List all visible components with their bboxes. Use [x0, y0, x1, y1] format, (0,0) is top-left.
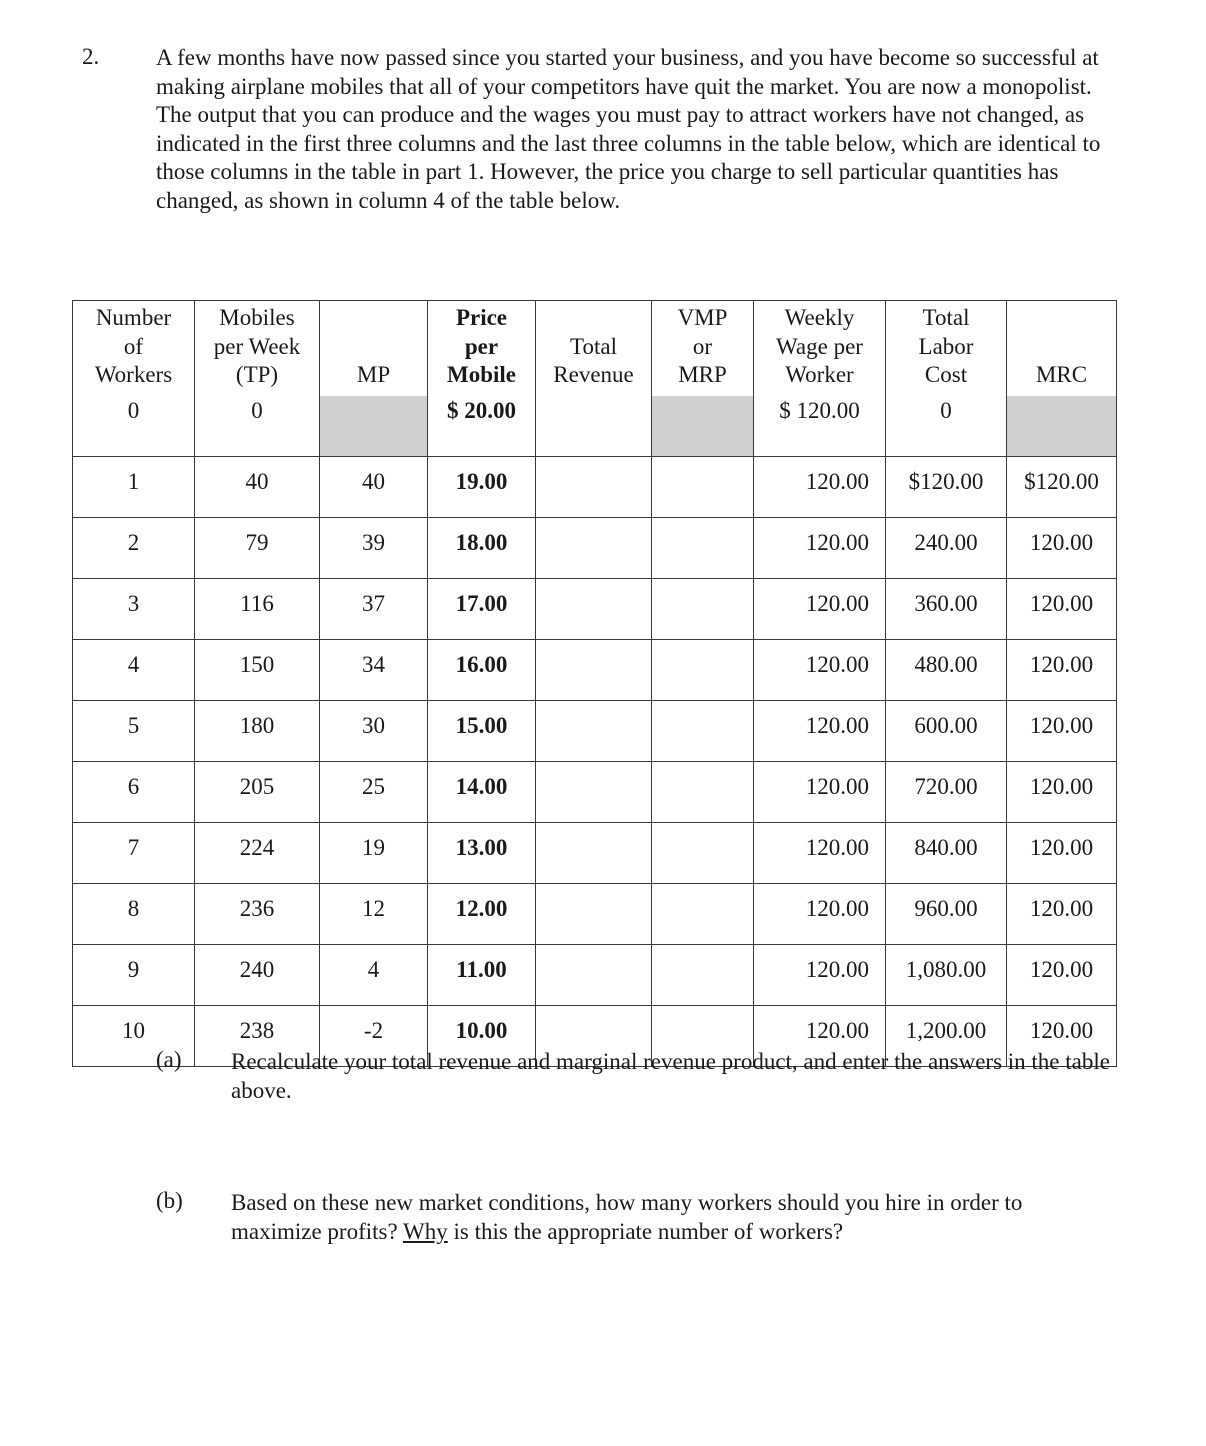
header-total-labor-cost: Total Labor Cost: [886, 301, 1007, 397]
table-row: [73, 823, 1117, 884]
table-row: [73, 945, 1117, 1006]
cell-mrc: 120.00: [1007, 945, 1117, 1006]
cell-workers: 6: [73, 762, 195, 823]
part-b-text: Based on these new market conditions, how many workers should you hire in order to maximize profits? Why is this the appropriate number of workers?: [231, 1190, 1023, 1244]
question-number: 2.: [82, 44, 100, 69]
cell-mrc: 120.00: [1007, 579, 1117, 640]
cell-price: 14.00: [428, 762, 536, 823]
cell-vmp[interactable]: [652, 762, 754, 823]
cell-tp: 0: [195, 396, 320, 457]
cell-total-revenue[interactable]: [536, 457, 652, 518]
cell-workers: 5: [73, 701, 195, 762]
cell-tp: 79: [195, 518, 320, 579]
cell-tlc: 960.00: [886, 884, 1007, 945]
cell-workers: 8: [73, 884, 195, 945]
table-row: [73, 762, 1117, 823]
cell-price: 18.00: [428, 518, 536, 579]
cell-price: 11.00: [428, 945, 536, 1006]
cell-workers: 0: [73, 396, 195, 457]
cell-price: $ 20.00: [428, 396, 536, 457]
cell-vmp[interactable]: [652, 945, 754, 1006]
header-workers: Number of Workers: [73, 301, 195, 397]
question-intro: A few months have now passed since you started your business, and you have become so successful at making airplane mobiles that all of your competitors have quit the market. You are now a monopolist. The output that you can produce and the wages you must pay to attract workers have not changed, as indicated in the first three columns and the last three columns in the table below, which are identical to those columns in the table in part 1. However, the price you charge to sell particular quantities has changed, as shown in column 4 of the table below.: [156, 45, 1101, 213]
table-row: [73, 701, 1117, 762]
cell-mrc: 120.00: [1007, 823, 1117, 884]
cell-wage: 120.00: [754, 640, 886, 701]
cell-tp: 116: [195, 579, 320, 640]
cell-wage: 120.00: [754, 579, 886, 640]
cell-vmp: [652, 396, 754, 457]
cell-tlc: 720.00: [886, 762, 1007, 823]
part-a-text: Recalculate your total revenue and marginal revenue product, and enter the answers in the table above.: [231, 1049, 1110, 1103]
cell-tp: 236: [195, 884, 320, 945]
cell-tlc: 1,200.00: [886, 1006, 1007, 1067]
cell-tp: 238: [195, 1006, 320, 1067]
cell-workers: 7: [73, 823, 195, 884]
cell-price: 12.00: [428, 884, 536, 945]
cell-mrc: [1007, 396, 1117, 457]
cell-mp: 37: [320, 579, 428, 640]
cell-wage: 120.00: [754, 518, 886, 579]
header-total-product: Mobiles per Week (TP): [195, 301, 320, 397]
cell-price: 19.00: [428, 457, 536, 518]
table-row: [73, 579, 1117, 640]
cell-tp: 240: [195, 945, 320, 1006]
cell-mp: -2: [320, 1006, 428, 1067]
cell-mrc: 120.00: [1007, 701, 1117, 762]
cell-mp: 25: [320, 762, 428, 823]
cell-vmp[interactable]: [652, 823, 754, 884]
cell-mp: 40: [320, 457, 428, 518]
cell-tlc: 0: [886, 396, 1007, 457]
cell-price: 10.00: [428, 1006, 536, 1067]
header-vmp-mrp: VMP or MRP: [652, 301, 754, 397]
part-a-label: (a): [156, 1047, 182, 1072]
cell-tp: 40: [195, 457, 320, 518]
cell-total-revenue[interactable]: [536, 823, 652, 884]
table-row: [73, 518, 1117, 579]
cell-mp: 39: [320, 518, 428, 579]
cell-tlc: $120.00: [886, 457, 1007, 518]
cell-mp: 19: [320, 823, 428, 884]
cell-price: 17.00: [428, 579, 536, 640]
why-underlined: Why: [403, 1219, 448, 1244]
cell-mrc: 120.00: [1007, 762, 1117, 823]
cell-workers: 10: [73, 1006, 195, 1067]
cell-price: 15.00: [428, 701, 536, 762]
cell-workers: 1: [73, 457, 195, 518]
cell-wage: $ 120.00: [754, 396, 886, 457]
table-row: [73, 640, 1117, 701]
cell-wage: 120.00: [754, 457, 886, 518]
cell-workers: 2: [73, 518, 195, 579]
cell-mrc: 120.00: [1007, 1006, 1117, 1067]
header-mrc: MRC: [1007, 301, 1117, 397]
cell-total-revenue[interactable]: [536, 518, 652, 579]
header-total-revenue: Total Revenue: [536, 301, 652, 397]
cell-tp: 205: [195, 762, 320, 823]
table-row: [73, 884, 1117, 945]
cell-total-revenue[interactable]: [536, 396, 652, 457]
cell-tlc: 480.00: [886, 640, 1007, 701]
cell-wage: 120.00: [754, 823, 886, 884]
cell-wage: 120.00: [754, 945, 886, 1006]
cell-mp: 34: [320, 640, 428, 701]
cell-tlc: 600.00: [886, 701, 1007, 762]
header-price: Price per Mobile: [428, 301, 536, 397]
cell-wage: 120.00: [754, 884, 886, 945]
cell-price: 13.00: [428, 823, 536, 884]
cell-tp: 150: [195, 640, 320, 701]
cell-vmp[interactable]: [652, 640, 754, 701]
data-table: [72, 300, 1117, 1067]
cell-total-revenue[interactable]: [536, 945, 652, 1006]
cell-tlc: 840.00: [886, 823, 1007, 884]
cell-tlc: 1,080.00: [886, 945, 1007, 1006]
cell-mp: 4: [320, 945, 428, 1006]
cell-vmp[interactable]: [652, 579, 754, 640]
cell-mrc: 120.00: [1007, 640, 1117, 701]
table-row: [73, 396, 1117, 457]
cell-price: 16.00: [428, 640, 536, 701]
cell-total-revenue[interactable]: [536, 640, 652, 701]
header-row: [73, 301, 1117, 397]
header-weekly-wage: Weekly Wage per Worker: [754, 301, 886, 397]
cell-vmp[interactable]: [652, 701, 754, 762]
cell-workers: 4: [73, 640, 195, 701]
cell-wage: 120.00: [754, 762, 886, 823]
cell-wage: 120.00: [754, 1006, 886, 1067]
cell-total-revenue[interactable]: [536, 579, 652, 640]
cell-mrc: 120.00: [1007, 518, 1117, 579]
table-row: [73, 457, 1117, 518]
part-b-label: (b): [156, 1188, 183, 1213]
cell-total-revenue[interactable]: [536, 762, 652, 823]
cell-mp: [320, 396, 428, 457]
header-marginal-product: MP: [320, 301, 428, 397]
cell-mrc: 120.00: [1007, 884, 1117, 945]
cell-workers: 9: [73, 945, 195, 1006]
cell-mp: 12: [320, 884, 428, 945]
cell-tp: 180: [195, 701, 320, 762]
cell-workers: 3: [73, 579, 195, 640]
cell-vmp[interactable]: [652, 457, 754, 518]
cell-vmp[interactable]: [652, 884, 754, 945]
cell-tlc: 240.00: [886, 518, 1007, 579]
cell-wage: 120.00: [754, 701, 886, 762]
cell-mrc: $120.00: [1007, 457, 1117, 518]
cell-mp: 30: [320, 701, 428, 762]
cell-tlc: 360.00: [886, 579, 1007, 640]
cell-vmp[interactable]: [652, 518, 754, 579]
cell-total-revenue[interactable]: [536, 884, 652, 945]
cell-total-revenue[interactable]: [536, 701, 652, 762]
cell-tp: 224: [195, 823, 320, 884]
